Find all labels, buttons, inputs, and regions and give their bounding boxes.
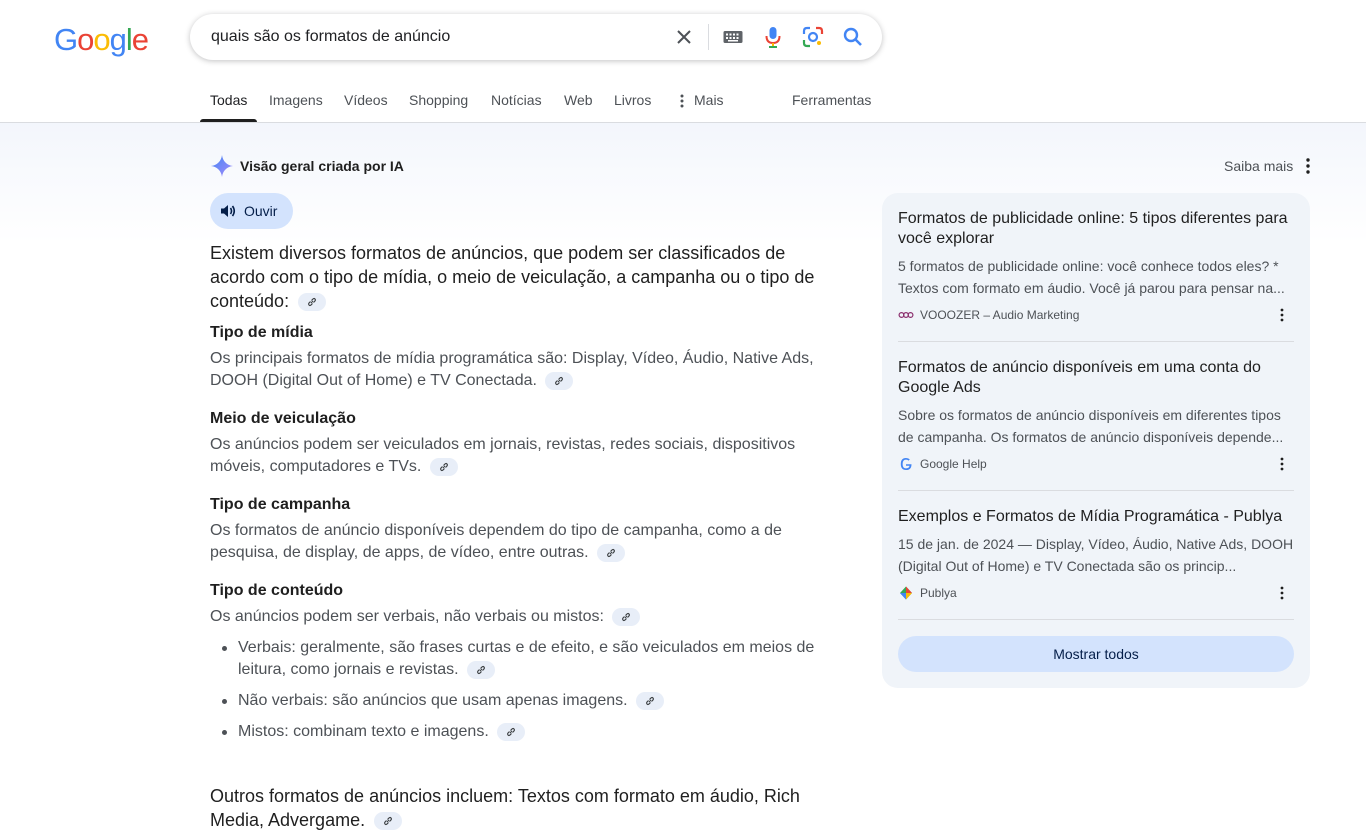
tab-noticias[interactable] xyxy=(491,82,549,122)
list-item xyxy=(210,637,850,681)
section-text-content: Os anúncios podem ser veiculados em jornais, revistas, redes sociais, dispositivos móveis, computadores e TVs. xyxy=(210,436,796,475)
citation-link-icon[interactable] xyxy=(467,661,495,679)
list-item xyxy=(210,690,850,712)
search-icon[interactable] xyxy=(841,25,865,49)
section-heading: Tipo de mídia xyxy=(210,324,313,341)
card-divider xyxy=(898,619,1294,620)
search-input[interactable]: quais são os formatos de anúncio xyxy=(211,28,451,45)
gemini-sparkle-icon xyxy=(210,154,234,178)
citation-link-icon[interactable] xyxy=(298,293,326,311)
citation-link-icon[interactable] xyxy=(430,458,458,476)
logo-letter: o xyxy=(77,22,94,57)
card-divider xyxy=(898,490,1294,491)
tab-label: Web xyxy=(564,92,593,108)
ai-overview-title: Visão geral criada por IA xyxy=(240,158,404,174)
section-heading: Tipo de conteúdo xyxy=(210,582,344,599)
source-title[interactable]: Exemplos e Formatos de Mídia Programática - Publya xyxy=(898,508,1283,525)
logo-letter: e xyxy=(131,22,149,57)
publya-favicon-icon xyxy=(898,586,914,600)
source-title[interactable]: Formatos de anúncio disponíveis em uma conta do Google Ads xyxy=(898,359,1261,396)
active-tab-indicator xyxy=(200,119,257,122)
source-name: VOOOZER – Audio Marketing xyxy=(920,308,1080,322)
more-vert-icon xyxy=(680,94,684,108)
search-box[interactable] xyxy=(190,14,882,60)
tab-livros[interactable] xyxy=(614,82,658,122)
google-logo[interactable] xyxy=(54,22,148,58)
citation-link-icon[interactable] xyxy=(636,692,664,710)
voooozer-favicon-icon xyxy=(898,308,914,322)
ai-intro-paragraph xyxy=(210,241,840,313)
section-text-content: Os anúncios podem ser verbais, não verbais ou mistos: xyxy=(210,608,604,625)
list-item-text: Não verbais: são anúncios que usam apenas imagens. xyxy=(238,692,628,709)
listen-label: Ouvir xyxy=(244,203,278,219)
top-bar xyxy=(0,0,1366,123)
logo-letter: g xyxy=(109,22,126,57)
tab-label: Notícias xyxy=(491,92,542,108)
tab-todas[interactable] xyxy=(200,82,257,122)
clear-icon[interactable] xyxy=(672,25,696,49)
source-name: Google Help xyxy=(920,457,987,471)
tab-label: Todas xyxy=(210,92,248,108)
section-text-content: Os principais formatos de mídia programática são: Display, Vídeo, Áudio, Native Ads, DOOH (Digital Out of Home) e TV Conectada. xyxy=(210,350,814,389)
learn-more-link[interactable]: Saiba mais xyxy=(1224,158,1294,174)
section-text xyxy=(210,434,840,478)
tab-label: Vídeos xyxy=(344,92,388,108)
tab-imagens[interactable] xyxy=(269,82,329,122)
bullet-dot xyxy=(222,699,227,704)
source-card[interactable] xyxy=(898,209,1294,325)
logo-letter: G xyxy=(54,22,78,57)
tab-ferramentas[interactable] xyxy=(792,82,874,122)
source-card[interactable] xyxy=(898,358,1294,474)
source-attribution xyxy=(898,454,1294,474)
section-text xyxy=(210,520,840,564)
tab-label: Imagens xyxy=(269,92,323,108)
search-divider xyxy=(708,24,709,50)
bullet-dot xyxy=(222,730,227,735)
ai-outro-paragraph xyxy=(210,784,840,832)
listen-button[interactable] xyxy=(210,193,293,229)
content-type-list xyxy=(210,637,850,752)
outro-text: Outros formatos de anúncios incluem: Textos com formato em áudio, Rich Media, Advergame. xyxy=(210,786,800,830)
source-title[interactable]: Formatos de publicidade online: 5 tipos diferentes para você explorar xyxy=(898,210,1288,247)
source-attribution xyxy=(898,305,1294,325)
google-favicon-icon xyxy=(898,457,914,471)
section-text xyxy=(210,606,840,628)
more-options-icon[interactable] xyxy=(1300,156,1316,176)
tab-web[interactable] xyxy=(564,82,598,122)
section-heading: Meio de veiculação xyxy=(210,410,356,427)
source-snippet: 5 formatos de publicidade online: você conhece todos eles? * Textos com formato em áudio. Você já parou para pensar na... xyxy=(898,258,1285,296)
sources-panel xyxy=(882,193,1310,688)
card-divider xyxy=(898,341,1294,342)
tab-label: Mais xyxy=(694,92,724,108)
tab-videos[interactable] xyxy=(344,82,394,122)
source-attribution xyxy=(898,583,1294,603)
more-options-icon[interactable] xyxy=(1278,307,1286,323)
show-all-button[interactable]: Mostrar todos xyxy=(898,636,1294,672)
list-item-text: Verbais: geralmente, são frases curtas e de efeito, e são veiculados em meios de leitura, como jornais e revistas. xyxy=(238,639,815,678)
microphone-icon[interactable] xyxy=(761,25,785,49)
keyboard-icon[interactable] xyxy=(721,25,745,49)
list-item xyxy=(210,721,850,743)
speaker-icon xyxy=(220,203,236,219)
section-text-content: Os formatos de anúncio disponíveis dependem do tipo de campanha, como a de pesquisa, de display, de apps, de vídeo, entre outras. xyxy=(210,522,782,561)
citation-link-icon[interactable] xyxy=(374,812,402,830)
tab-label: Livros xyxy=(614,92,652,108)
citation-link-icon[interactable] xyxy=(497,723,525,741)
logo-letter: l xyxy=(125,22,132,57)
source-name: Publya xyxy=(920,586,957,600)
logo-letter: o xyxy=(93,22,110,57)
intro-text: Existem diversos formatos de anúncios, que podem ser classificados de acordo com o tipo de mídia, o meio de veiculação, a campanha ou o tipo de conteúdo: xyxy=(210,243,815,311)
source-card[interactable] xyxy=(898,507,1294,603)
section-text xyxy=(210,348,840,392)
list-item-text: Mistos: combinam texto e imagens. xyxy=(238,723,489,740)
tab-shopping[interactable] xyxy=(409,82,475,122)
source-snippet: Sobre os formatos de anúncio disponíveis em diferentes tipos de campanha. Os formatos de anúncio disponíveis depende... xyxy=(898,407,1284,445)
source-snippet: 15 de jan. de 2024 — Display, Vídeo, Áudio, Native Ads, DOOH (Digital Out of Home) e TV Conectada são os princip... xyxy=(898,536,1294,574)
section-heading: Tipo de campanha xyxy=(210,496,351,513)
tab-mais[interactable] xyxy=(678,82,726,122)
citation-link-icon[interactable] xyxy=(612,608,640,626)
citation-link-icon[interactable] xyxy=(597,544,625,562)
citation-link-icon[interactable] xyxy=(545,372,573,390)
tab-label: Shopping xyxy=(409,92,469,108)
more-options-icon[interactable] xyxy=(1278,585,1286,601)
more-options-icon[interactable] xyxy=(1278,456,1286,472)
bullet-dot xyxy=(222,646,227,651)
tab-label: Ferramentas xyxy=(792,92,872,108)
lens-icon[interactable] xyxy=(801,25,825,49)
